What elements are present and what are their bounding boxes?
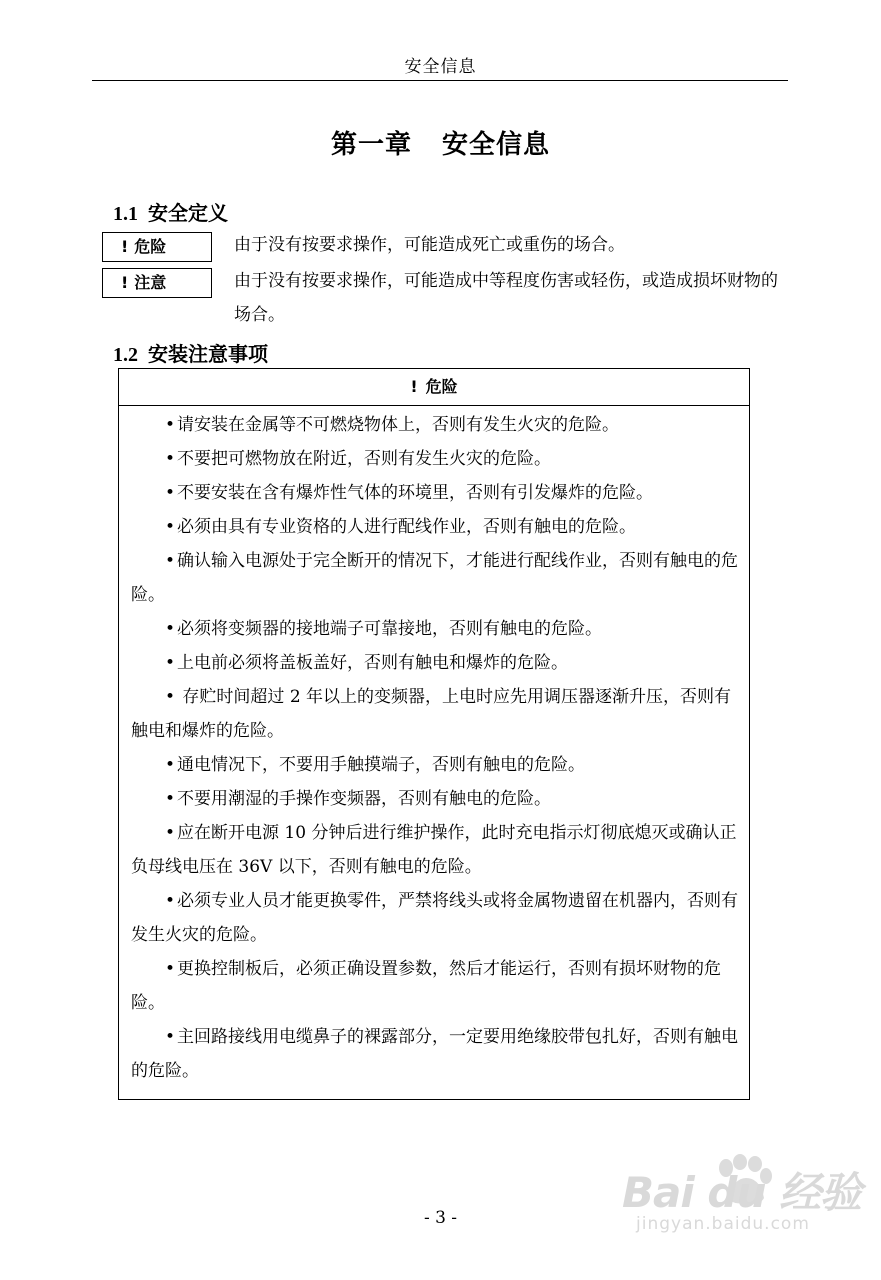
notice-item-text: 通电情况下，不要用手触摸端子，否则有触电的危险。 — [177, 755, 586, 775]
danger-definition: 由于没有按要求操作，可能造成死亡或重伤的场合。 — [234, 235, 625, 255]
danger-label: 危险 — [134, 237, 167, 256]
notice-item — [131, 680, 741, 748]
watermark-url: jingyan.baidu.com — [636, 1214, 810, 1234]
chapter-name: 安全信息 — [442, 130, 551, 160]
notice-item — [131, 952, 741, 1020]
notice-item-text: 更换控制板后，必须正确设置参数，然后才能运行，否则有损坏财物的危险。 — [131, 959, 722, 1013]
notice-item-text: 不要用潮湿的手操作变频器，否则有触电的危险。 — [177, 789, 552, 809]
notice-item — [131, 476, 741, 510]
notice-item — [131, 442, 741, 476]
section-title: 安装注意事项 — [148, 342, 268, 366]
caution-definition: 由于没有按要求操作，可能造成中等程度伤害或轻伤，或造成损坏财物的场合。 — [234, 271, 778, 325]
bullet-icon: • — [165, 415, 176, 435]
page-number: - 3 - — [423, 1208, 458, 1228]
danger-notice-table — [118, 368, 750, 1100]
notice-item-text: 应在断开电源 10 分钟后进行维护操作，此时充电指示灯彻底熄灭或确认正负母线电压在 36V 以下，否则有触电的危险。 — [131, 823, 737, 877]
notice-item — [131, 510, 741, 544]
notice-item-text: 上电前必须将盖板盖好，否则有触电和爆炸的危险。 — [177, 653, 569, 673]
notice-item-text: 不要安装在含有爆炸性气体的环境里，否则有引发爆炸的危险。 — [177, 483, 654, 503]
notice-item-text: 必须专业人员才能更换零件，严禁将线头或将金属物遗留在机器内，否则有发生火灾的危险。 — [131, 891, 739, 945]
section-heading-1-2 — [113, 338, 268, 367]
bullet-icon: • — [165, 551, 176, 571]
notice-item — [131, 408, 741, 442]
notice-item — [131, 884, 741, 952]
bullet-icon: • — [165, 449, 176, 469]
notice-item-text: 必须由具有专业资格的人进行配线作业，否则有触电的危险。 — [177, 517, 637, 537]
section-heading-1-1 — [113, 197, 228, 226]
notice-item — [131, 748, 741, 782]
chapter-title — [0, 124, 881, 161]
bullet-icon: • — [165, 1027, 176, 1047]
notice-item — [131, 646, 741, 680]
notice-item-text: 确认输入电源处于完全断开的情况下，才能进行配线作业，否则有触电的危险。 — [131, 551, 739, 605]
bullet-icon: • — [165, 891, 176, 911]
bullet-icon: • — [165, 789, 176, 809]
watermark-brand: Bai du 经验 — [622, 1168, 861, 1217]
baidu-jingyan-watermark — [622, 1152, 862, 1247]
warning-icon: ! — [121, 237, 129, 256]
notice-item — [131, 544, 741, 612]
warning-icon: ! — [121, 273, 129, 292]
notice-item — [131, 612, 741, 646]
bullet-icon: • — [165, 959, 176, 979]
notice-item — [131, 816, 741, 884]
notice-item-text: 必须将变频器的接地端子可靠接地，否则有触电的危险。 — [177, 619, 603, 639]
caution-label: 注意 — [134, 273, 167, 292]
bullet-icon: • — [165, 755, 176, 775]
bullet-icon: • — [165, 653, 176, 673]
warning-icon: ! — [410, 377, 418, 396]
notice-item-text: 不要把可燃物放在附近，否则有发生火灾的危险。 — [177, 449, 552, 469]
bullet-icon: • — [165, 483, 176, 503]
chapter-label: 第一章 — [330, 130, 412, 160]
bullet-icon: • — [165, 517, 176, 537]
notice-item-text: 主回路接线用电缆鼻子的裸露部分，一定要用绝缘胶带包扎好，否则有触电的危险。 — [131, 1027, 739, 1081]
bullet-icon: • — [165, 823, 176, 843]
notice-item — [131, 1020, 741, 1088]
bullet-icon: • — [165, 687, 176, 707]
notice-item — [131, 782, 741, 816]
caution-label-box — [102, 268, 212, 298]
header-rule — [92, 80, 788, 81]
section-title: 安全定义 — [148, 201, 228, 225]
notice-list — [119, 406, 749, 1088]
danger-label-box — [102, 232, 212, 262]
section-number: 1.2 — [113, 344, 138, 366]
notice-item-text: 请安装在金属等不可燃烧物体上，否则有发生火灾的危险。 — [177, 415, 620, 435]
notice-header-label: 危险 — [425, 377, 458, 396]
notice-table-header — [119, 369, 749, 406]
running-header: 安全信息 — [404, 57, 477, 77]
notice-item-text: 存贮时间超过 2 年以上的变频器，上电时应先用调压器逐渐升压，否则有触电和爆炸的危险。 — [131, 687, 732, 741]
section-number: 1.1 — [113, 203, 138, 225]
bullet-icon: • — [165, 619, 176, 639]
